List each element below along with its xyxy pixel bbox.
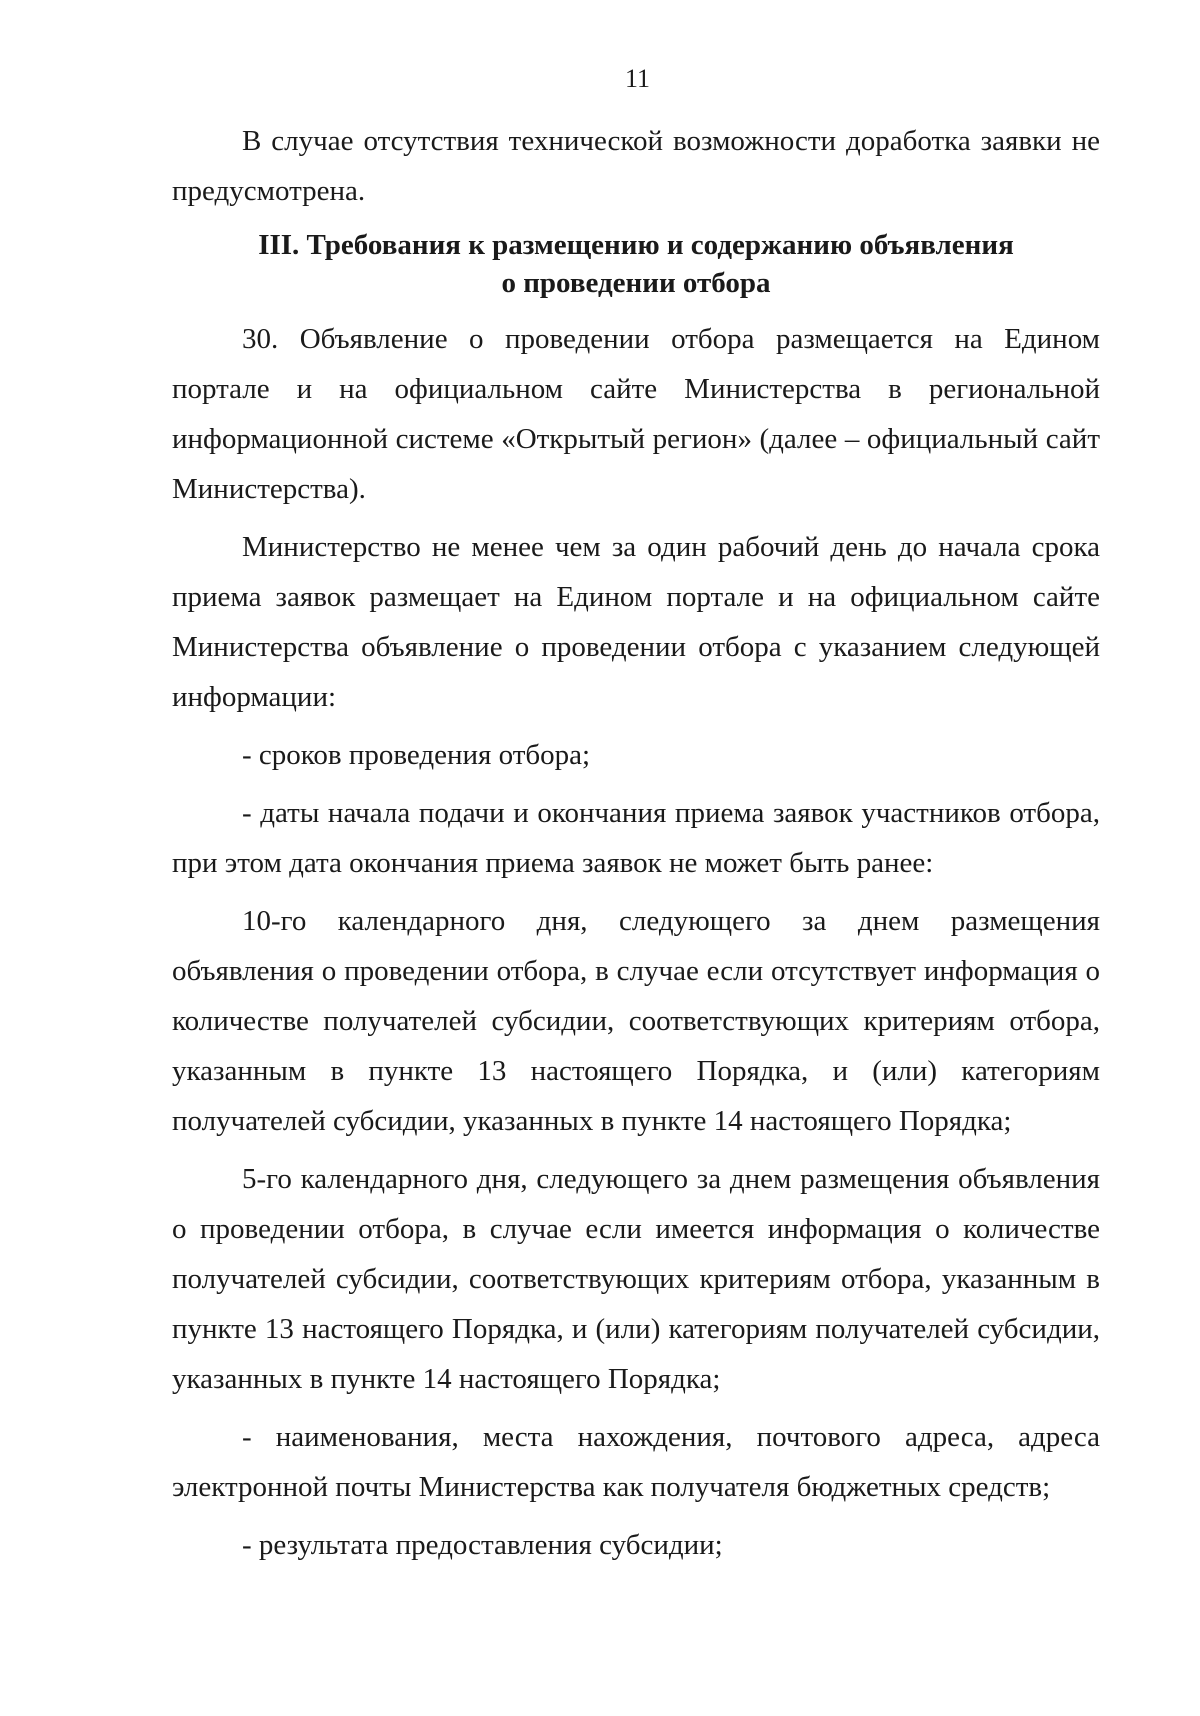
list-item-application-dates: - даты начала подачи и окончания приема заявок участников отбора, при этом дата окончания приема заявок не может быть ранее: xyxy=(172,797,1100,879)
section-heading-line-1: III. Требования к размещению и содержанию объявления xyxy=(258,229,1014,261)
list-item-subsidy-result: - результата предоставления субсидии; xyxy=(242,1529,723,1561)
paragraph-10th-day: 10-го календарного дня, следующего за днем размещения объявления о проведении отбора, в случае если отсутствует информация о количестве получателей субсидии, соответствующих критериям отбора, указанным в пункте 13 настоящего Порядка, и (или) категориям получателей субсидии, указанных в пункте 14 настоящего Порядка; xyxy=(172,905,1100,1137)
page-number: 11 xyxy=(624,64,651,93)
paragraph-ministry-announcement: Министерство не менее чем за один рабочий день до начала срока приема заявок размещает на Едином портале и на официальном сайте Министерства объявление о проведении отбора с указанием следующей информации: xyxy=(172,531,1100,713)
document-body xyxy=(172,116,1100,1570)
paragraph-5th-day: 5-го календарного дня, следующего за днем размещения объявления о проведении отбора, в случае если имеется информация о количестве получателей субсидии, соответствующих критериям отбора, указанным в пункте 13 настоящего Порядка, и (или) категориям получателей субсидии, указанных в пункте 14 настоящего Порядка; xyxy=(172,1163,1100,1395)
intro-paragraph: В случае отсутствия технической возможности доработка заявки не предусмотрена. xyxy=(172,125,1100,207)
paragraph-30: 30. Объявление о проведении отбора размещается на Едином портале и на официальном сайте Министерства в региональной информационной системе «Открытый регион» (далее – официальный сайт Министерства). xyxy=(172,323,1100,505)
list-item-selection-terms: - сроков проведения отбора; xyxy=(242,739,591,771)
section-heading xyxy=(172,226,1100,302)
section-heading-line-2: о проведении отбора xyxy=(501,267,771,299)
list-item-ministry-details: - наименования, места нахождения, почтового адреса, адреса электронной почты Министерства как получателя бюджетных средств; xyxy=(172,1421,1100,1503)
